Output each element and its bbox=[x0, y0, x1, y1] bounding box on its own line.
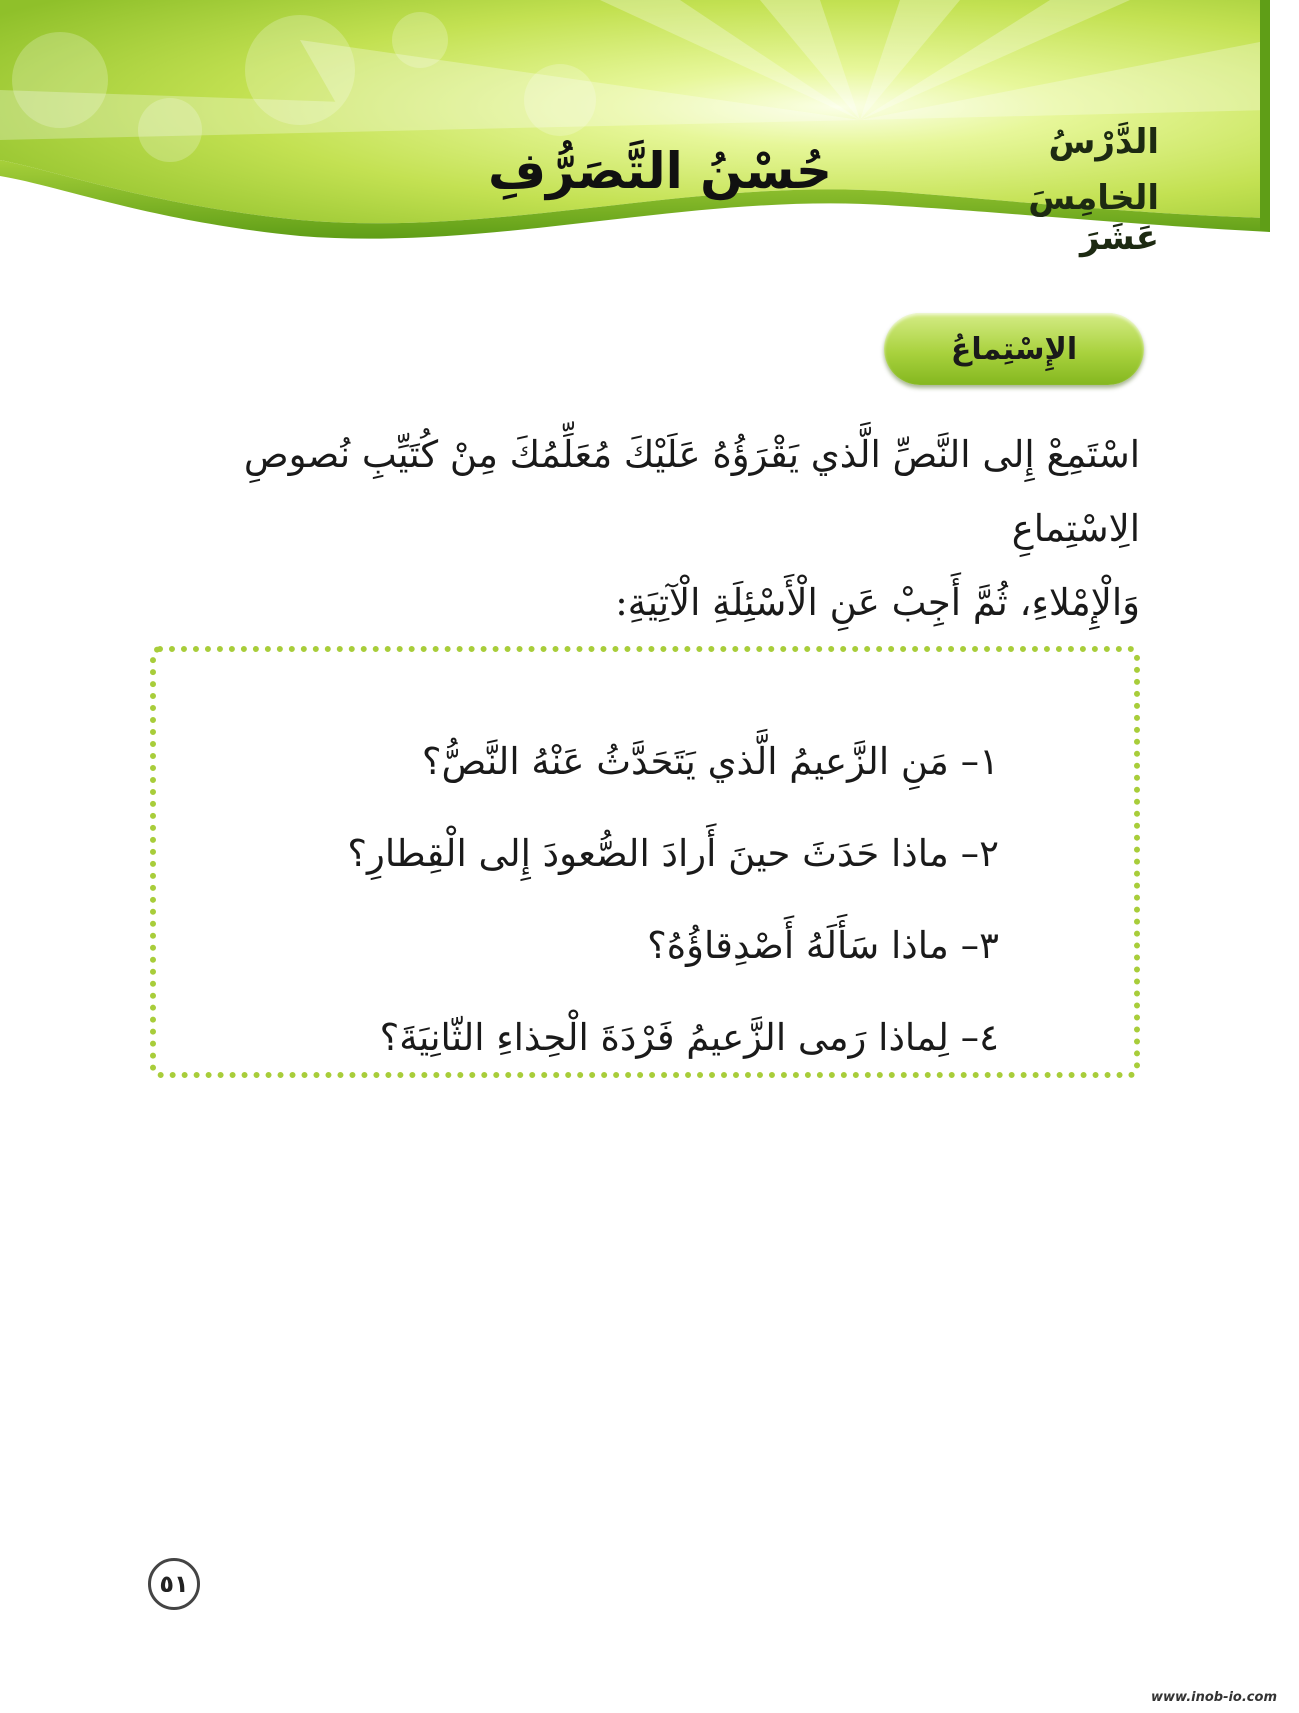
question-item bbox=[179, 900, 999, 992]
section-label: الإِسْتِماعُ bbox=[950, 331, 1078, 367]
instructions-paragraph bbox=[140, 418, 1140, 640]
question-item bbox=[179, 808, 999, 900]
question-number: ٣– bbox=[960, 924, 999, 967]
lesson-title: حُسْنُ التَّصَرُّفِ bbox=[487, 142, 833, 200]
question-text: ماذا سَأَلَهُ أَصْدِقاؤُهُ؟ bbox=[647, 924, 949, 967]
question-number: ١– bbox=[960, 740, 999, 783]
question-text: ماذا حَدَثَ حينَ أَرادَ الصُّعودَ إِلى الْقِطارِ؟ bbox=[347, 832, 949, 875]
instructions-line: وَالْإِمْلاءِ، ثُمَّ أَجِبْ عَنِ الْأَسْئِلَةِ الْآتِيَةِ: bbox=[615, 581, 1140, 624]
question-item bbox=[179, 716, 999, 808]
section-pill bbox=[884, 313, 1144, 385]
questions-frame bbox=[150, 646, 1140, 1078]
question-text: لِماذا رَمى الزَّعيمُ فَرْدَةَ الْحِذاءِ الثّانِيَةَ؟ bbox=[379, 1016, 949, 1059]
lesson-number: الخامِسَ عَشَرَ bbox=[1028, 178, 1159, 258]
question-item bbox=[179, 992, 999, 1084]
question-number: ٤– bbox=[960, 1016, 999, 1059]
lesson-label: الدَّرْسُ bbox=[1048, 122, 1159, 162]
questions-list bbox=[179, 716, 999, 1084]
instructions-line: اسْتَمِعْ إِلى النَّصِّ الَّذي يَقْرَؤُهُ عَلَيْكَ مُعَلِّمُكَ مِنْ كُتَيِّبِ نُصوصِ الِاسْتِماعِ bbox=[243, 433, 1140, 550]
question-text: مَنِ الزَّعيمُ الَّذي يَتَحَدَّثُ عَنْهُ النَّصُّ؟ bbox=[421, 740, 949, 783]
watermark: www.inob-io.com bbox=[1151, 1690, 1277, 1705]
page-number: ٥١ bbox=[148, 1558, 200, 1610]
question-number: ٢– bbox=[960, 832, 999, 875]
